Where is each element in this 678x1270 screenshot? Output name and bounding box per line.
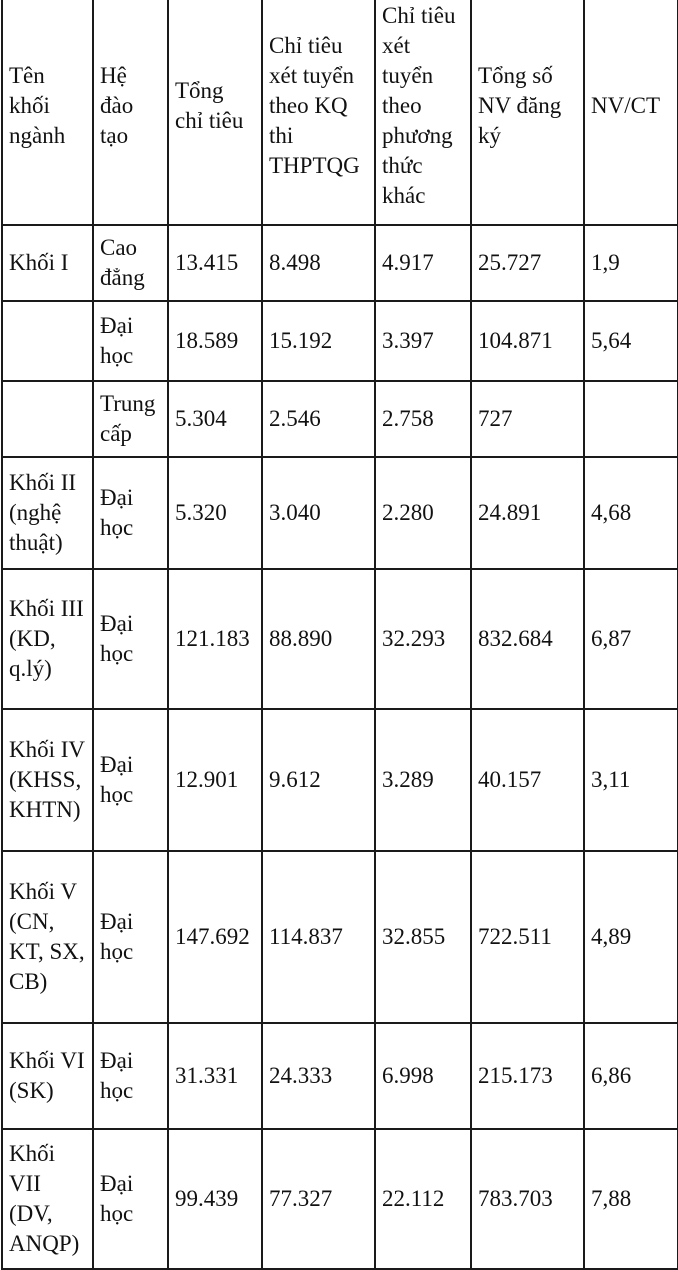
cell-quota-other: 3.397 — [375, 301, 471, 381]
cell-ratio: 4,89 — [584, 851, 678, 1023]
header-cell-ratio: NV/CT — [584, 0, 678, 225]
cell-training-level: Đại học — [93, 851, 168, 1023]
table-row — [2, 225, 678, 301]
admissions-table — [1, 0, 678, 1270]
cell-quota-exam: 88.890 — [262, 569, 375, 709]
cell-ratio: 5,64 — [584, 301, 678, 381]
cell-quota-other: 32.855 — [375, 851, 471, 1023]
cell-quota-exam: 15.192 — [262, 301, 375, 381]
cell-total-applications: 832.684 — [471, 569, 584, 709]
header-cell-training-level: Hệ đào tạo — [93, 0, 168, 225]
cell-training-level: Đại học — [93, 1129, 168, 1269]
cell-total-applications: 722.511 — [471, 851, 584, 1023]
cell-ratio: 7,88 — [584, 1129, 678, 1269]
header-cell-total-quota: Tổng chỉ tiêu — [168, 0, 262, 225]
cell-quota-other: 2.758 — [375, 381, 471, 457]
cell-total-applications: 727 — [471, 381, 584, 457]
cell-training-level: Đại học — [93, 301, 168, 381]
table-header-row — [2, 0, 678, 225]
cell-training-level: Đại học — [93, 457, 168, 569]
cell-total-quota: 12.901 — [168, 709, 262, 851]
cell-field-group — [2, 301, 93, 381]
cell-total-quota: 5.304 — [168, 381, 262, 457]
cell-total-quota: 31.331 — [168, 1023, 262, 1129]
cell-total-quota: 13.415 — [168, 225, 262, 301]
cell-quota-exam: 8.498 — [262, 225, 375, 301]
cell-quota-exam: 2.546 — [262, 381, 375, 457]
cell-total-applications: 215.173 — [471, 1023, 584, 1129]
cell-training-level: Đại học — [93, 569, 168, 709]
cell-field-group: Khối V (CN, KT, SX, CB) — [2, 851, 93, 1023]
cell-quota-exam: 9.612 — [262, 709, 375, 851]
table-row — [2, 301, 678, 381]
cell-quota-other: 2.280 — [375, 457, 471, 569]
cell-total-quota: 147.692 — [168, 851, 262, 1023]
cell-field-group: Khối VI (SK) — [2, 1023, 93, 1129]
cell-quota-exam: 24.333 — [262, 1023, 375, 1129]
header-cell-total-applications: Tổng số NV đăng ký — [471, 0, 584, 225]
cell-total-applications: 25.727 — [471, 225, 584, 301]
cell-training-level: Cao đẳng — [93, 225, 168, 301]
cell-ratio: 6,87 — [584, 569, 678, 709]
cell-quota-exam: 114.837 — [262, 851, 375, 1023]
table-row — [2, 457, 678, 569]
cell-quota-other: 32.293 — [375, 569, 471, 709]
cell-field-group: Khối II (nghệ thuật) — [2, 457, 93, 569]
cell-training-level: Đại học — [93, 1023, 168, 1129]
cell-quota-other: 6.998 — [375, 1023, 471, 1129]
cell-total-applications: 104.871 — [471, 301, 584, 381]
cell-field-group — [2, 381, 93, 457]
cell-ratio: 4,68 — [584, 457, 678, 569]
cell-quota-exam: 77.327 — [262, 1129, 375, 1269]
cell-field-group: Khối IV (KHSS, KHTN) — [2, 709, 93, 851]
cell-total-applications: 783.703 — [471, 1129, 584, 1269]
cell-ratio — [584, 381, 678, 457]
cell-quota-exam: 3.040 — [262, 457, 375, 569]
cell-total-applications: 24.891 — [471, 457, 584, 569]
cell-ratio: 6,86 — [584, 1023, 678, 1129]
table-row — [2, 1129, 678, 1269]
header-cell-quota-other: Chỉ tiêu xét tuyển theo phương thức khác — [375, 0, 471, 225]
cell-training-level: Trung cấp — [93, 381, 168, 457]
cell-field-group: Khối III (KD, q.lý) — [2, 569, 93, 709]
cell-ratio: 1,9 — [584, 225, 678, 301]
cell-training-level: Đại học — [93, 709, 168, 851]
cell-quota-other: 4.917 — [375, 225, 471, 301]
table-row — [2, 381, 678, 457]
cell-total-quota: 5.320 — [168, 457, 262, 569]
table-row — [2, 709, 678, 851]
table-row — [2, 1023, 678, 1129]
cell-field-group: Khối I — [2, 225, 93, 301]
table-row — [2, 569, 678, 709]
cell-total-quota: 121.183 — [168, 569, 262, 709]
cell-quota-other: 3.289 — [375, 709, 471, 851]
cell-total-quota: 18.589 — [168, 301, 262, 381]
cell-field-group: Khối VII (DV, ANQP) — [2, 1129, 93, 1269]
cell-ratio: 3,11 — [584, 709, 678, 851]
table-row — [2, 851, 678, 1023]
cell-total-quota: 99.439 — [168, 1129, 262, 1269]
cell-total-applications: 40.157 — [471, 709, 584, 851]
header-cell-quota-exam: Chỉ tiêu xét tuyển theo KQ thi THPTQG — [262, 0, 375, 225]
cell-quota-other: 22.112 — [375, 1129, 471, 1269]
header-cell-field-group: Tên khối ngành — [2, 0, 93, 225]
